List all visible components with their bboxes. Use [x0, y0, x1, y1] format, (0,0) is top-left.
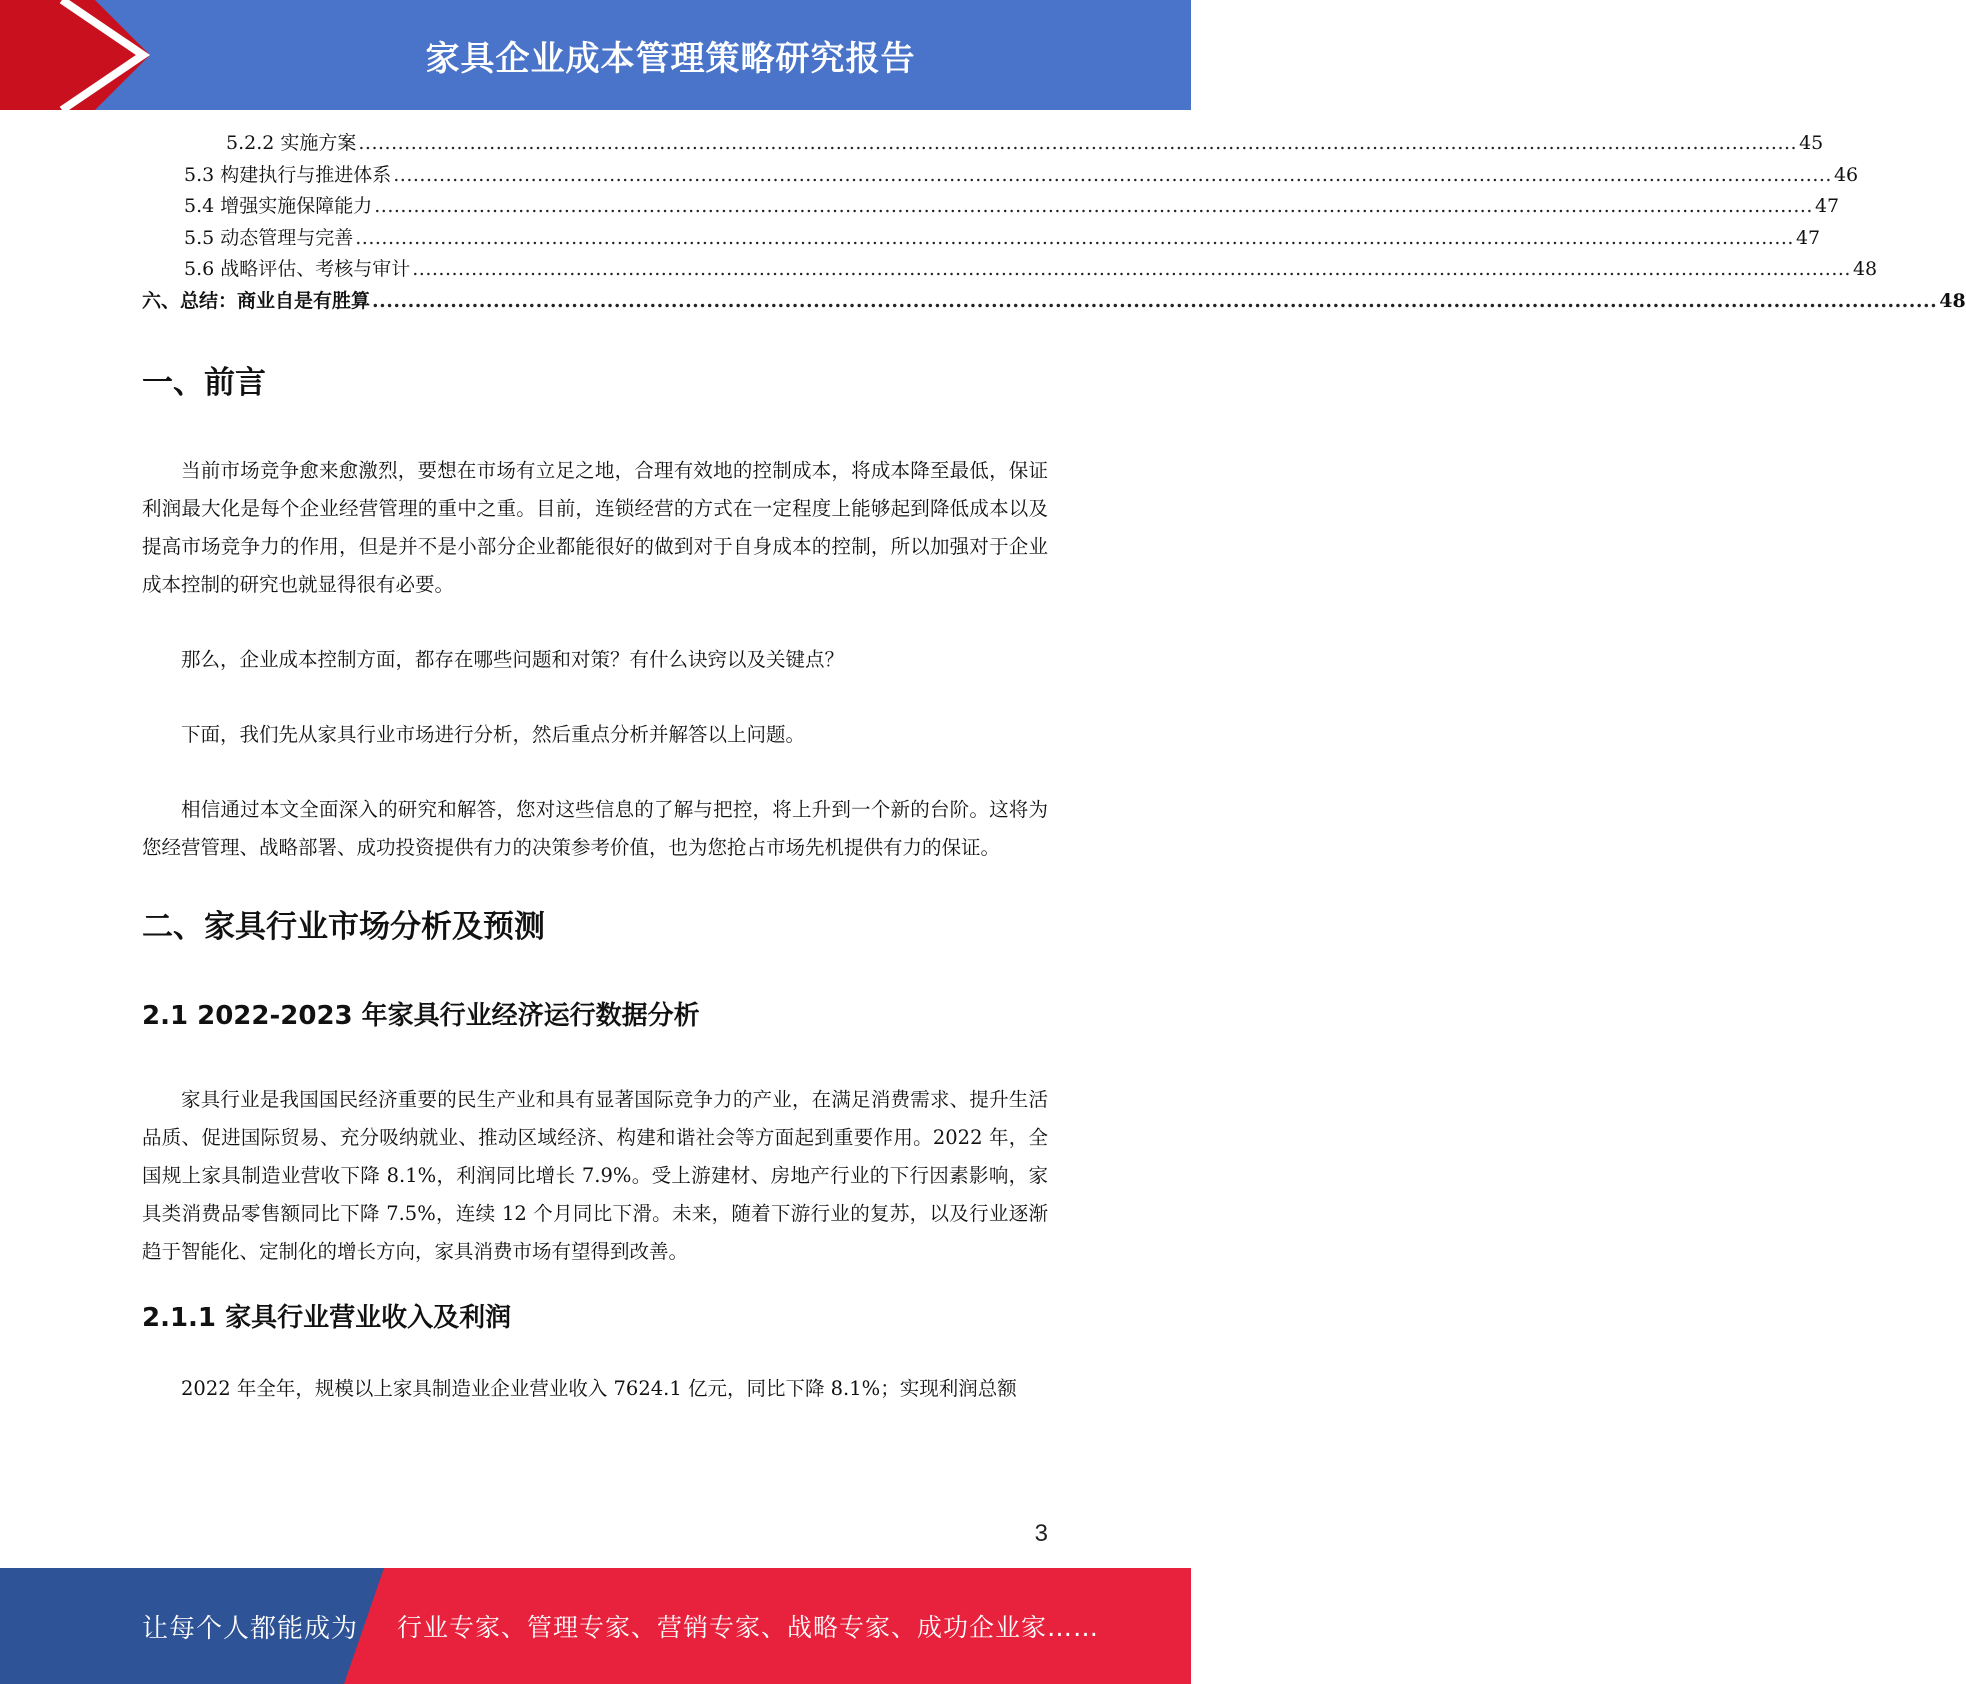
toc-entry-page: 47	[1795, 226, 1821, 249]
toc-dot-leader: ............................................................................................................................................................................................................................	[412, 258, 1851, 280]
page-header	[0, 0, 1191, 110]
paragraph: 家具行业是我国国民经济重要的民生产业和具有显著国际竞争力的产业，在满足消费需求、提升生活品质、促进国际贸易、充分吸纳就业、推动区域经济、构建和谐社会等方面起到重要作用。2022 年，全国规上家具制造业营收下降 8.1%，利润同比增长 7.9%。受上游建材、房地产行业的下行因素影响，家具类消费品零售额同比下降 7.5%，连续 12 个月同比下滑。未来，随着下游行业的复苏，以及行业逐渐趋于智能化、定制化的增长方向，家具消费市场有望得到改善。	[142, 1087, 1048, 1263]
page-body	[142, 128, 1966, 1408]
toc-entry-label: 5.6 战略评估、考核与审计	[184, 258, 411, 280]
toc-dot-leader: ............................................................................................................................................................................................................................	[372, 289, 1938, 312]
toc-entry[interactable]	[142, 160, 1859, 192]
toc-entry[interactable]	[142, 223, 1821, 255]
toc-entry[interactable]	[142, 191, 1840, 223]
toc-entry-page: 47	[1814, 195, 1840, 217]
toc-entry-label: 5.4 增强实施保障能力	[184, 195, 373, 217]
toc-dot-leader: ............................................................................................................................................................................................................................	[358, 132, 1798, 154]
paragraph: 当前市场竞争愈来愈激烈，要想在市场有立足之地，合理有效地的控制成本，将成本降至最低，保证利润最大化是每个企业经营管理的重中之重。目前，连锁经营的方式在一定程度上能够起到降低成本以及提高市场竞争力的作用，但是并不是小部分企业都能很好的做到对于自身成本的控制，所以加强对于企业成本控制的研究也就显得很有必要。	[142, 459, 1048, 597]
toc-entry[interactable]	[142, 128, 1824, 160]
subsection-heading-2-1: 2.1 2022-2023 年家具行业经济运行数据分析	[142, 1001, 700, 1032]
paragraph: 相信通过本文全面深入的研究和解答，您对这些信息的了解与把控，将上升到一个新的台阶。这将为您经营管理、战略部署、成功投资提供有力的决策参考价值，也为您抢占市场先机提供有力的保证。	[142, 798, 1048, 860]
footer-slogan-right: 行业专家、管理专家、营销专家、战略专家、成功企业家……	[397, 1613, 1100, 1642]
section-heading-preface: 一、前言	[142, 365, 266, 401]
toc-entry[interactable]	[142, 286, 1966, 318]
toc-entry-page: 45	[1799, 132, 1824, 154]
toc-dot-leader: ............................................................................................................................................................................................................................	[355, 226, 1794, 249]
paragraph: 2022 年全年，规模以上家具制造业企业营业收入 7624.1 亿元，同比下降 8.1%；实现利润总额	[181, 1376, 1017, 1400]
toc-entry-label: 5.5 动态管理与完善	[184, 226, 354, 249]
toc-entry-label: 5.3 构建执行与推进体系	[184, 163, 392, 186]
toc-dot-leader: ............................................................................................................................................................................................................................	[374, 195, 1813, 217]
section-heading-market: 二、家具行业市场分析及预测	[142, 909, 545, 946]
toc-entry-label: 5.2.2 实施方案	[226, 132, 357, 154]
toc-dot-leader: ............................................................................................................................................................................................................................	[393, 163, 1832, 186]
page-footer	[0, 1568, 1191, 1684]
paragraph: 那么，企业成本控制方面，都存在哪些问题和对策？有什么诀窍以及关键点？	[181, 648, 845, 672]
toc-entry-page: 48	[1939, 289, 1966, 312]
report-title: 家具企业成本管理策略研究报告	[425, 38, 916, 79]
table-of-contents	[142, 128, 1966, 317]
toc-entry-page: 46	[1833, 163, 1859, 186]
toc-entry-page: 48	[1852, 258, 1878, 280]
header-arrow-decoration	[0, 0, 150, 110]
toc-entry[interactable]	[142, 254, 1878, 286]
toc-entry-label: 六、总结：商业自是有胜算	[142, 289, 371, 312]
paragraph: 下面，我们先从家具行业市场进行分析，然后重点分析并解答以上问题。	[181, 723, 806, 747]
subsection-heading-2-1-1: 2.1.1 家具行业营业收入及利润	[142, 1302, 512, 1333]
footer-slogan-left: 让每个人都能成为	[142, 1613, 359, 1644]
page-number: 3	[1034, 1520, 1048, 1547]
